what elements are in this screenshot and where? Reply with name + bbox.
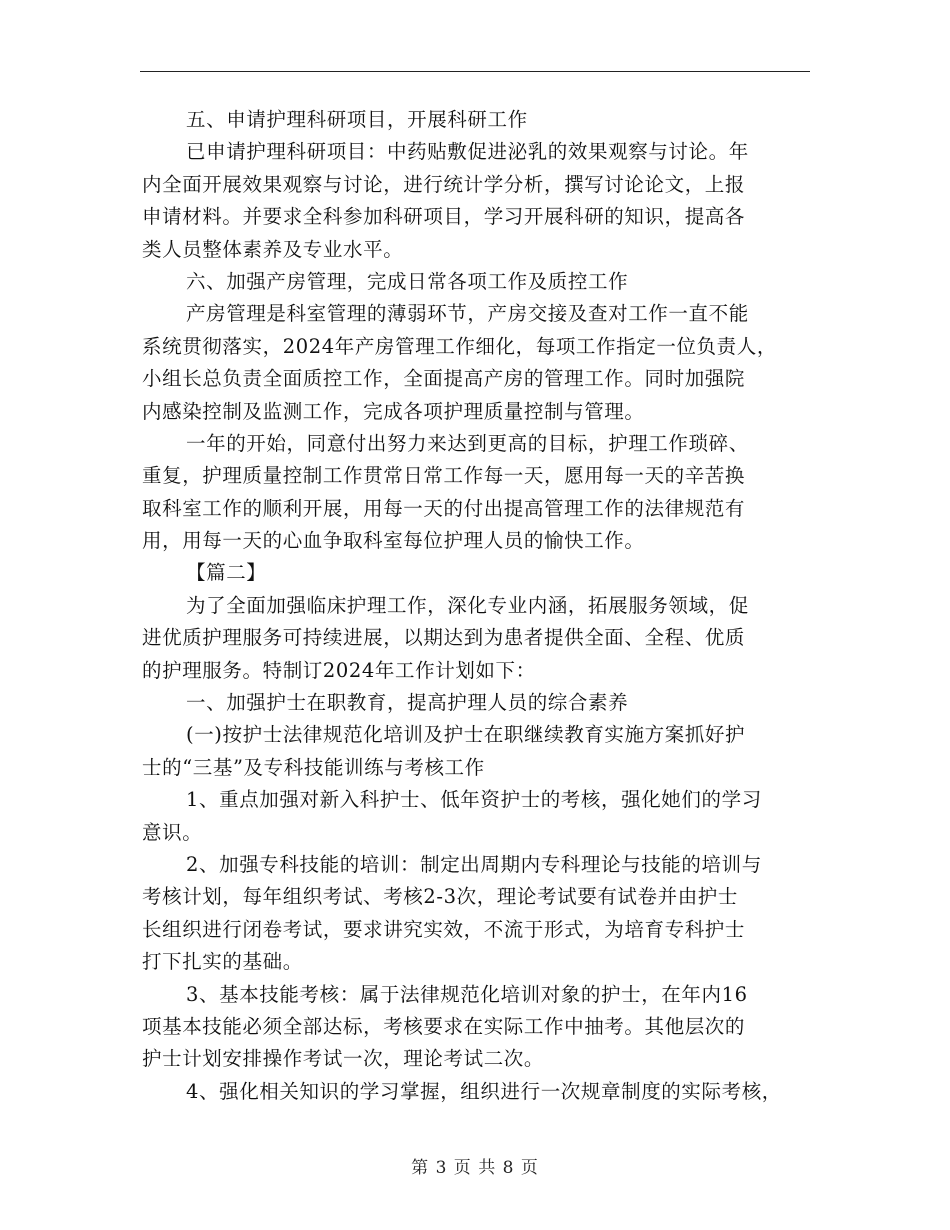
text-line: 3、基本技能考核：属于法律规范化培训对象的护士，在年内16 — [186, 982, 748, 1006]
text-line: 意识。 — [142, 820, 203, 844]
text-line: 六、加强产房管理，完成日常各项工作及质控工作 — [186, 269, 629, 293]
text-line: 小组长总负责全面质控工作，全面提高产房的管理工作。同时加强院 — [142, 367, 746, 391]
text-line: 进优质护理服务可持续进展，以期达到为患者提供全面、全程、优质 — [142, 626, 746, 650]
text-line: 考核计划，每年组织考试、考核2-3次，理论考试要有试卷并由护士 — [142, 885, 739, 909]
text-line: 护士计划安排操作考试一次，理论考试二次。 — [142, 1047, 545, 1071]
text-line: 士的“三基”及专科技能训练与考核工作 — [142, 755, 485, 779]
text-line: 五、申请护理科研项目，开展科研工作 — [186, 108, 528, 131]
text-line: 为了全面加强临床护理工作，深化专业内涵，拓展服务领域，促 — [186, 593, 749, 617]
text-line: 的护理服务。特制订2024年工作计划如下： — [142, 658, 536, 682]
header-rule — [140, 71, 810, 72]
text-line: 申请材料。并要求全科参加科研项目，学习开展科研的知识，提高各 — [142, 205, 746, 229]
text-line: 取科室工作的顺利开展，用每一天的付出提高管理工作的法律规范有 — [142, 496, 746, 520]
text-line: 已申请护理科研项目：中药贴敷促进泌乳的效果观察与讨论。年 — [186, 140, 749, 164]
document-body — [142, 104, 812, 1108]
text-line: 内全面开展效果观察与讨论，进行统计学分析，撰写讨论论文，上报 — [142, 172, 746, 196]
text-line: 系统贯彻落实，2024年产房管理工作细化，每项工作指定一位负责人， — [142, 334, 777, 358]
text-line: 【篇二】 — [186, 561, 267, 585]
text-line: 一、加强护士在职教育，提高护理人员的综合素养 — [186, 691, 629, 715]
text-line: 产房管理是科室管理的薄弱环节，产房交接及查对工作一直不能 — [186, 302, 749, 326]
text-line: 长组织进行闭卷考试，要求讲究实效，不流于形式，为培育专科护士 — [142, 917, 746, 941]
text-line: (一)按护士法律规范化培训及护士在职继续教育实施方案抓好护 — [186, 723, 746, 747]
text-line: 内感染控制及监测工作，完成各项护理质量控制与管理。 — [142, 399, 645, 423]
text-line: 用，用每一天的心血争取科室每位护理人员的愉快工作。 — [142, 529, 645, 553]
text-line: 2、加强专科技能的培训：制定出周期内专科理论与技能的培训与 — [186, 852, 762, 876]
text-line: 打下扎实的基础。 — [142, 950, 303, 974]
text-line: 1、重点加强对新入科护士、低年资护士的考核，强化她们的学习 — [186, 788, 762, 812]
text-line: 一年的开始，同意付出努力来达到更高的目标，护理工作琐碎、 — [186, 431, 749, 455]
text-line: 项基本技能必须全部达标，考核要求在实际工作中抽考。其他层次的 — [142, 1014, 746, 1038]
text-line: 类人员整体素养及专业水平。 — [142, 237, 404, 261]
page-footer: 第 3 页 共 8 页 — [411, 1158, 539, 1178]
text-line: 4、强化相关知识的学习掌握，组织进行一次规章制度的实际考核， — [186, 1079, 782, 1103]
text-line: 重复，护理质量控制工作贯常日常工作每一天，愿用每一天的辛苦换 — [142, 464, 746, 488]
